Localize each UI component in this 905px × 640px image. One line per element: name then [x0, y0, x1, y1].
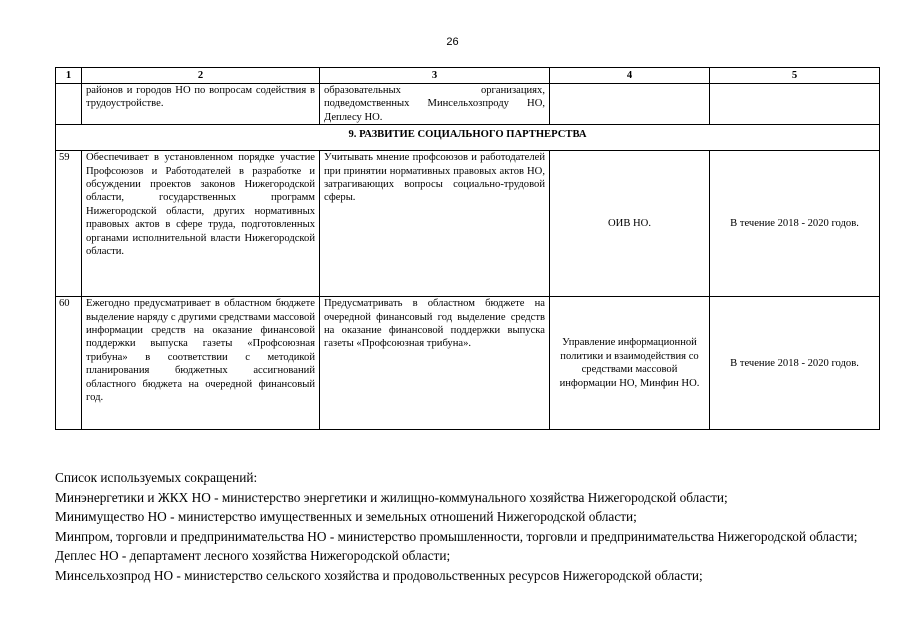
header-col-4: 4	[550, 68, 710, 84]
row-measure: Ежегодно предусматривает в областном бюджете выделение наряду с другими средствами массовой информации средств на оказание финансовой поддержки выпуска газеты «Профсоюзная трибуна» в соответствии с методикой планирования бюджетных ассигнований областного бюджета на очередной финансовый год.	[82, 297, 320, 430]
row-deadline: В течение 2018 - 2020 годов.	[710, 151, 880, 297]
row-deadline: В течение 2018 - 2020 годов.	[710, 297, 880, 430]
section-row	[56, 125, 880, 151]
row-responsible: ОИВ НО.	[550, 151, 710, 297]
page-number: 26	[446, 36, 459, 48]
header-row	[56, 68, 880, 84]
header-col-2: 2	[82, 68, 320, 84]
header-col-3: 3	[320, 68, 550, 84]
abbreviation-item: Минпром, торговли и предпринимательства НО - министерство промышленности, торговли и предпринимательства Нижегородской области;	[55, 528, 858, 544]
row-responsible: Управление информационной политики и взаимодействия со средствами массовой информации НО, Минфин НО.	[550, 297, 710, 430]
continued-responsible	[550, 84, 710, 125]
abbreviation-item: Минсельхозпрод НО - министерство сельского хозяйства и продовольственных ресурсов Нижегородской области;	[55, 567, 703, 583]
abbreviation-item: Минимущество НО - министерство имущественных и земельных отношений Нижегородской области;	[55, 509, 637, 524]
row-number: 59	[56, 151, 82, 297]
section-title: 9. РАЗВИТИЕ СОЦИАЛЬНОГО ПАРТНЕРСТВА	[56, 125, 880, 151]
abbreviations-list	[55, 468, 885, 585]
abbreviation-item: Деплес НО - департамент лесного хозяйства Нижегородской области;	[55, 548, 451, 563]
row-action: Учитывать мнение профсоюзов и работодателей при принятии нормативных правовых актов НО, затрагивающих вопросы социально-трудовой сферы.	[320, 151, 550, 297]
continued-action: образовательных организациях, подведомственных Минсельхозпроду НО, Деплесу НО.	[320, 84, 550, 125]
header-col-1: 1	[56, 68, 82, 84]
row-action: Предусматривать в областном бюджете на очередной финансовый год выделение средств на оказание финансовой поддержки выпуска газеты «Профсоюзная трибуна».	[320, 297, 550, 430]
row-number: 60	[56, 297, 82, 430]
row-measure: Обеспечивает в установленном порядке участие Профсоюзов и Работодателей в разработке и обсуждении проектов законов Нижегородской области, государственных программ Нижегородской области, других нормативных правовых актов в сфере труда, подготовленных органами исполнительной власти Нижегородской области.	[82, 151, 320, 297]
abbreviations-title: Список используемых сокращений:	[55, 470, 258, 485]
table-row	[56, 151, 880, 297]
continued-row	[56, 84, 880, 125]
table-row	[56, 297, 880, 430]
plan-table	[55, 67, 880, 430]
header-col-5: 5	[710, 68, 880, 84]
abbreviation-item: Минэнергетики и ЖКХ НО - министерство энергетики и жилищно-коммунального хозяйства Нижегородской области;	[55, 489, 728, 505]
continued-deadline	[710, 84, 880, 125]
continued-measure: районов и городов НО по вопросам содействия в трудоустройстве.	[82, 84, 320, 125]
